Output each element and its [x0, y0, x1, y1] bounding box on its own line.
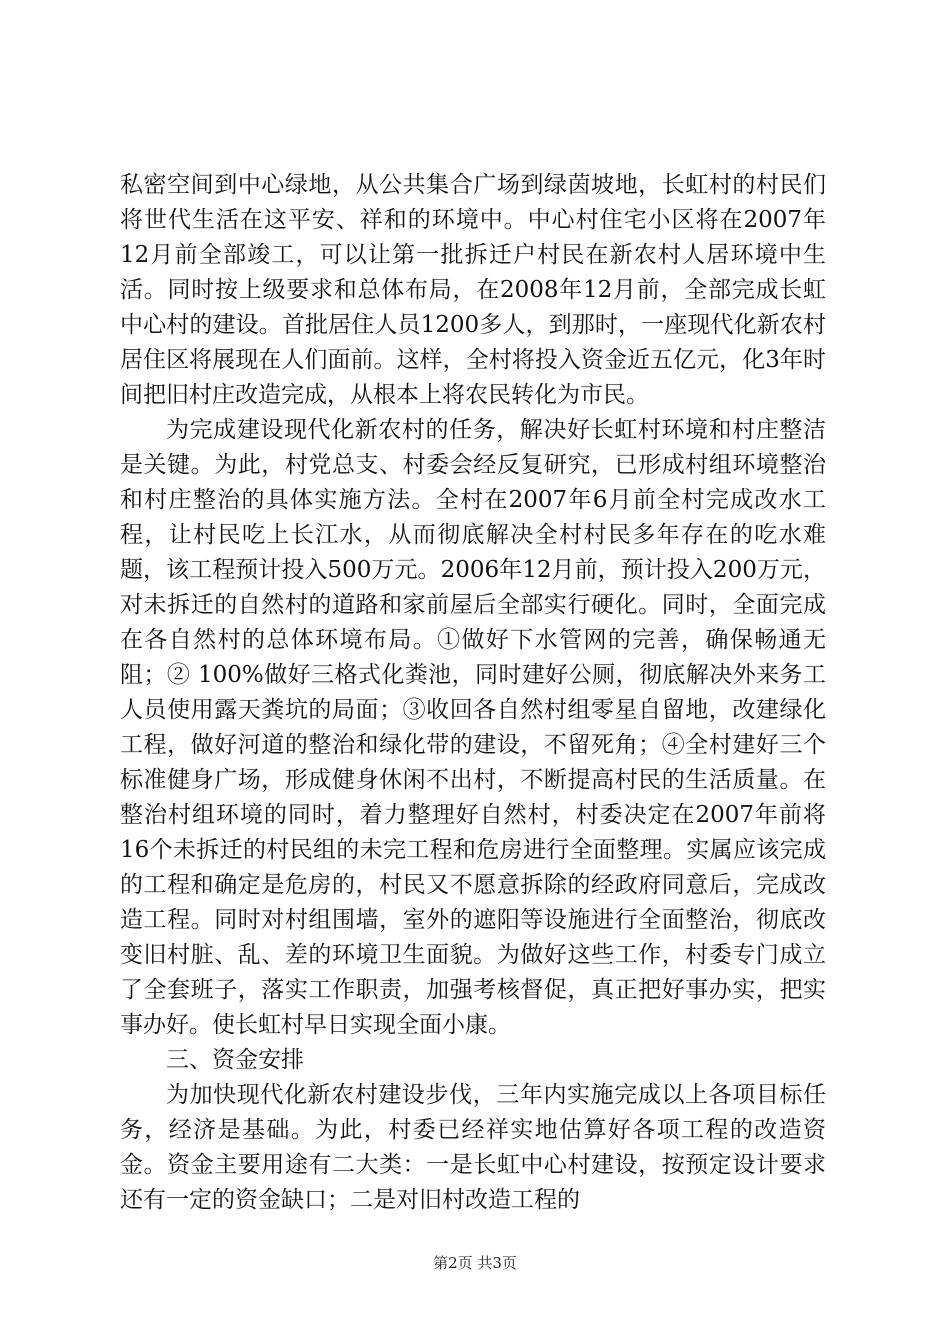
document-body	[120, 168, 826, 1218]
page-number-footer: 第2页 共3页	[433, 1254, 517, 1272]
paragraph-continuation: 私密空间到中心绿地，从公共集合广场到绿茵坡地，长虹村的村民们将世代生活在这平安、祥和的环境中。中心村住宅小区将在2007年12月前全部竣工，可以让第一批拆迁户村民在新农村人居环境中生活。同时按上级要求和总体布局，在2008年12月前，全部完成长虹中心村的建设。首批居住人员1200多人，到那时，一座现代化新农村居住区将展现在人们面前。这样，全村将投入资金近五亿元，化3年时间把旧村庄改造完成，从根本上将农民转化为市民。	[120, 172, 826, 408]
paragraph-environment-renovation: 为完成建设现代化新农村的任务，解决好长虹村环境和村庄整洁是关键。为此，村党总支、村委会经反复研究，已形成村组环境整治和村庄整治的具体实施方法。全村在2007年6月前全村完成改水工程，让村民吃上长江水，从而彻底解决全村村民多年存在的吃水难题，该工程预计投入500万元。2006年12月前，预计投入200万元，对未拆迁的自然村的道路和家前屋后全部实行硬化。同时，全面完成在各自然村的总体环境布局。①做好下水管网的完善，确保畅通无阻；② 100%做好三格式化粪池，同时建好公厕，彻底解决外来务工人员使用露天粪坑的局面；③收回各自然村组零星自留地，改建绿化工程，做好河道的整治和绿化带的建设，不留死角；④全村建好三个标准健身广场，形成健身休闲不出村，不断提高村民的生活质量。在整治村组环境的同时，着力整理好自然村，村委决定在2007年前将16个未拆迁的村民组的未完工程和危房进行全面整理。实属应该完成的工程和确定是危房的，村民又不愿意拆除的经政府同意后，完成改造工程。同时对村组围墙，室外的遮阳等设施进行全面整治，彻底改变旧村脏、乱、差的环境卫生面貌。为做好这些工作，村委专门成立了全套班子，落实工作职责，加强考核督促，真正把好事办实，把实事办好。使长虹村早日实现全面小康。	[120, 417, 826, 1038]
paragraph-funding: 为加快现代化新农村建设步伐，三年内实施完成以上各项目标任务，经济是基础。为此，村委已经祥实地估算好各项工程的改造资金。资金主要用途有二大类：一是长虹中心村建设，按预定设计要求还有一定的资金缺口；二是对旧村改造工程的	[120, 1082, 826, 1213]
section-heading-funding: 三、资金安排	[166, 1047, 304, 1073]
